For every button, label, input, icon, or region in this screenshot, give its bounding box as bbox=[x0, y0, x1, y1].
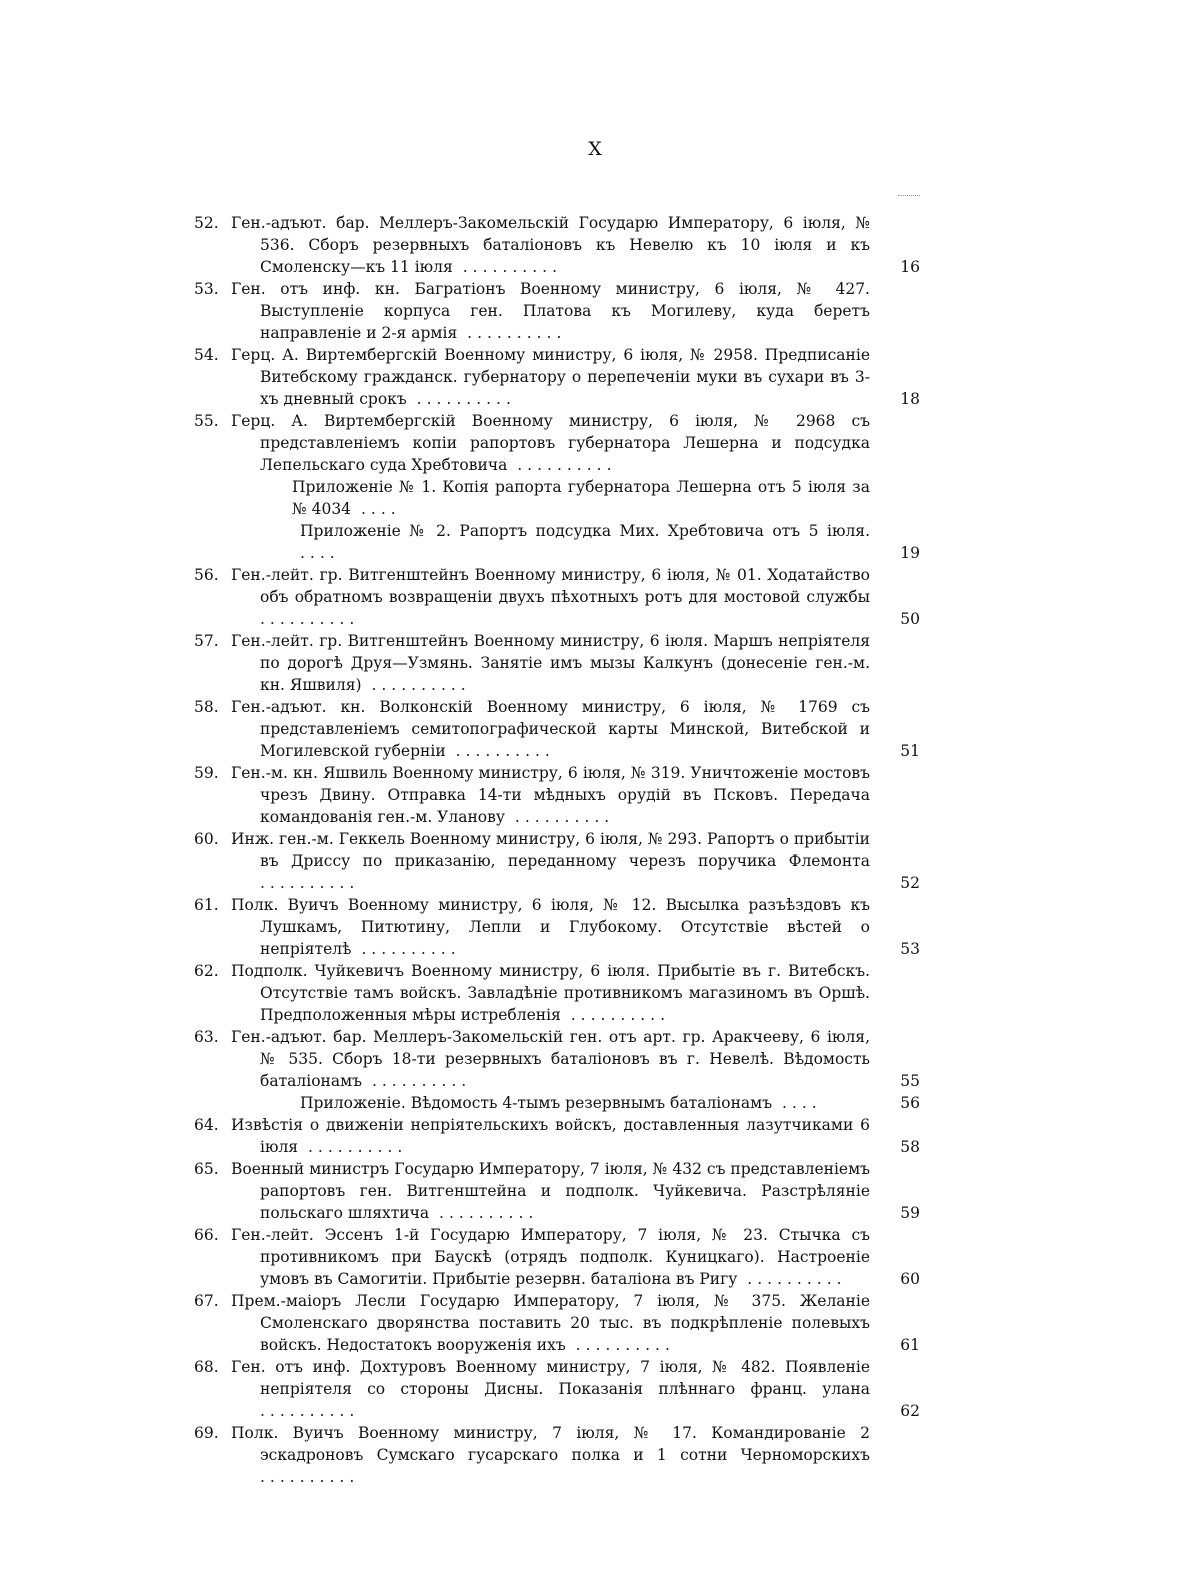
entry-text: Прем.-маіоръ Лесли Государю Императору, 7 іюля, № 375. Желаніе Смоленскаго дворянства поставить 20 тыс. въ подкрѣпленіе полевыхъ войскъ. Недостатокъ вооруженія ихъ bbox=[231, 1292, 870, 1354]
entry-number: 69. bbox=[194, 1424, 219, 1442]
toc-entry bbox=[194, 564, 940, 630]
entry-text: Герц. А. Виртембергскій Военному министру, 6 іюля, № 2958. Предписаніе Витебскому гражданск. губернатору о перепеченіи муки въ сухари въ 3-хъ дневный срокъ bbox=[231, 346, 870, 408]
entry-text: Ген.-лейт. гр. Витгенштейнъ Военному министру, 6 іюля. Маршъ непріятеля по дорогѣ Друя—Узмянь. Занятіе имъ мызы Калкунъ (донесеніе ген.-м. кн. Яшвиля) bbox=[231, 632, 870, 694]
toc-entry bbox=[194, 1290, 940, 1356]
entry-text: Приложеніе № 1. Копія рапорта губернатора Лешерна отъ 5 іюля за № 4034 bbox=[292, 478, 870, 518]
toc-appendix-entry bbox=[300, 1092, 940, 1114]
leader-dots: .......... bbox=[361, 676, 471, 694]
toc-entry bbox=[194, 344, 940, 410]
entry-number: 54. bbox=[194, 346, 219, 364]
entry-text: Подполк. Чуйкевичъ Военному министру, 6 іюля. Прибытіе въ г. Витебскъ. Отсутствіе тамъ войскъ. Завладѣніе противникомъ магазиномъ въ Оршѣ. Предположенныя мѣры истребленія bbox=[231, 962, 870, 1024]
entry-number: 64. bbox=[194, 1116, 219, 1134]
entry-text: Ген.-адъют. кн. Волконскій Военному министру, 6 іюля, № 1769 съ представленіемъ семитопографической карты Минской, Витебской и Могилевской губерніи bbox=[231, 698, 870, 760]
toc-entry bbox=[194, 960, 940, 1026]
entry-text: Инж. ген.-м. Геккель Военному министру, 6 іюля, № 293. Рапортъ о прибытіи въ Дриссу по приказанію, переданному черезъ поручика Флемонта bbox=[231, 830, 870, 870]
leader-dots: .... bbox=[772, 1094, 822, 1112]
entry-page-number: 59 bbox=[900, 1204, 920, 1222]
entry-number: 65. bbox=[194, 1160, 219, 1178]
entry-number: 63. bbox=[194, 1028, 219, 1046]
entry-number: 59. bbox=[194, 764, 219, 782]
leader-dots: .......... bbox=[565, 1336, 675, 1354]
entry-page-number: 52 bbox=[900, 874, 920, 892]
leader-dots: .......... bbox=[260, 610, 360, 628]
entry-page-number: 51 bbox=[900, 742, 920, 760]
entry-text: Ген.-адъют. бар. Меллеръ-Закомельскій Государю Императору, 6 іюля, № 536. Сборъ резервныхъ баталіоновъ къ Невелю къ 10 іюля и къ Смоленску—къ 11 іюля bbox=[231, 214, 870, 276]
entry-number: 68. bbox=[194, 1358, 219, 1376]
entry-page-number: 61 bbox=[900, 1336, 920, 1354]
toc-entry bbox=[194, 630, 940, 696]
leader-dots: .......... bbox=[260, 1402, 360, 1420]
entry-page-number: 18 bbox=[900, 390, 920, 408]
entry-text: Ген.-лейт. Эссенъ 1-й Государю Императору, 7 іюля, № 23. Стычка съ противникомъ при Баускѣ (отрядъ подполк. Куницкаго). Настроеніе умовъ въ Самогитіи. Прибытіе резервн. баталіона въ Ригу bbox=[231, 1226, 870, 1288]
leader-dots: .......... bbox=[457, 324, 567, 342]
entry-number: 66. bbox=[194, 1226, 219, 1244]
entry-text: Ген.-лейт. гр. Витгенштейнъ Военному министру, 6 іюля, № 01. Ходатайство объ обратномъ возвращеніи двухъ пѣхотныхъ ротъ для мостовой службы bbox=[231, 566, 870, 606]
toc-entry bbox=[194, 1026, 940, 1092]
leader-dots: .......... bbox=[429, 1204, 539, 1222]
leader-dots: .......... bbox=[737, 1270, 847, 1288]
scan-speck bbox=[898, 195, 920, 197]
leader-dots: .......... bbox=[298, 1138, 408, 1156]
entry-text: Ген.-адъют. бар. Меллеръ-Закомельскій ген. отъ арт. гр. Аракчееву, 6 іюля, № 535. Сборъ 18-ти резервныхъ баталіоновъ въ г. Невелѣ. Вѣдомость баталіонамъ bbox=[231, 1028, 870, 1090]
entry-number: 52. bbox=[194, 214, 219, 232]
entry-number: 67. bbox=[194, 1292, 219, 1310]
leader-dots: .... bbox=[300, 544, 340, 562]
toc-appendix-entry bbox=[292, 476, 940, 520]
entry-page-number: 16 bbox=[900, 258, 920, 276]
leader-dots: .......... bbox=[260, 1468, 360, 1486]
entry-page-number: 62 bbox=[900, 1402, 920, 1420]
entry-number: 53. bbox=[194, 280, 219, 298]
entry-page-number: 56 bbox=[900, 1094, 920, 1112]
entry-text: Ген. отъ инф. Дохтуровъ Военному министру, 7 іюля, № 482. Появленіе непріятеля со стороны Дисны. Показанія плѣннаго франц. улана bbox=[231, 1358, 870, 1398]
toc-entry bbox=[194, 696, 940, 762]
leader-dots: .... bbox=[351, 500, 401, 518]
leader-dots: .......... bbox=[452, 258, 562, 276]
entry-text: Военный министръ Государю Императору, 7 іюля, № 432 съ представленіемъ рапортовъ ген. Витгенштейна и подполк. Чуйкевича. Разстрѣляніе польскаго шляхтича bbox=[231, 1160, 870, 1222]
leader-dots: .......... bbox=[507, 456, 617, 474]
entry-number: 56. bbox=[194, 566, 219, 584]
entry-page-number: 58 bbox=[900, 1138, 920, 1156]
toc-entry bbox=[194, 212, 940, 278]
toc-entry bbox=[194, 410, 940, 476]
toc-appendix-entry bbox=[300, 520, 940, 564]
entry-text: Ген. отъ инф. кн. Багратіонъ Военному министру, 6 іюля, № 427. Выступленіе корпуса ген. Платова къ Могилеву, куда беретъ направленіе и 2-я армія bbox=[231, 280, 870, 342]
toc-entry bbox=[194, 1158, 940, 1224]
entry-text: Герц. А. Виртембергскій Военному министру, 6 іюля, № 2968 съ представленіемъ копіи рапортовъ губернатора Лешерна и подсудка Лепельскаго суда Хребтовича bbox=[231, 412, 870, 474]
toc-entry bbox=[194, 1356, 940, 1422]
page-folio: X bbox=[588, 138, 603, 160]
toc-entry bbox=[194, 762, 940, 828]
entry-text: Приложеніе № 2. Рапортъ подсудка Мих. Хребтовича отъ 5 іюля. bbox=[300, 522, 870, 540]
leader-dots: .......... bbox=[560, 1006, 671, 1024]
entry-text: Ген.-м. кн. Яшвиль Военному министру, 6 іюля, № 319. Уничтоженіе мостовъ чрезъ Двину. Отправка 14-ти мѣдныхъ орудій въ Псковъ. Передача командованія ген.-м. Уланову bbox=[231, 764, 870, 826]
entry-page-number: 55 bbox=[900, 1072, 920, 1090]
entry-page-number: 50 bbox=[900, 610, 920, 628]
leader-dots: .......... bbox=[445, 742, 555, 760]
entry-page-number: 53 bbox=[900, 940, 920, 958]
entry-text: Полк. Вуичъ Военному министру, 6 іюля, № 12. Высылка разъѣздовъ къ Лушкамъ, Питютину, Лепли и Глубокому. Отсутствіе вѣстей о непріятелѣ bbox=[231, 896, 870, 958]
toc-entry bbox=[194, 278, 940, 344]
table-of-contents bbox=[194, 212, 940, 1488]
entry-number: 61. bbox=[194, 896, 219, 914]
entry-text: Извѣстія о движеніи непріятельскихъ войскъ, доставленныя лазутчиками 6 іюля bbox=[231, 1116, 870, 1156]
toc-entry bbox=[194, 1224, 940, 1290]
entry-text: Приложеніе. Вѣдомость 4-тымъ резервнымъ баталіонамъ bbox=[300, 1094, 773, 1112]
toc-entry bbox=[194, 1114, 940, 1158]
leader-dots: .......... bbox=[260, 874, 360, 892]
entry-number: 60. bbox=[194, 830, 219, 848]
entry-page-number: 60 bbox=[900, 1270, 920, 1288]
entry-page-number: 19 bbox=[900, 544, 920, 562]
entry-number: 55. bbox=[194, 412, 219, 430]
leader-dots: .......... bbox=[504, 808, 615, 826]
toc-entry bbox=[194, 1422, 940, 1488]
entry-number: 62. bbox=[194, 962, 219, 980]
toc-entry bbox=[194, 828, 940, 894]
leader-dots: .......... bbox=[351, 940, 461, 958]
entry-number: 57. bbox=[194, 632, 219, 650]
entry-text: Полк. Вуичъ Военному министру, 7 іюля, № 17. Командированіе 2 эскадроновъ Сумскаго гусарскаго полка и 1 сотни Черноморскихъ bbox=[231, 1424, 870, 1464]
toc-entry bbox=[194, 894, 940, 960]
leader-dots: .......... bbox=[406, 390, 516, 408]
leader-dots: .......... bbox=[362, 1072, 472, 1090]
entry-number: 58. bbox=[194, 698, 219, 716]
